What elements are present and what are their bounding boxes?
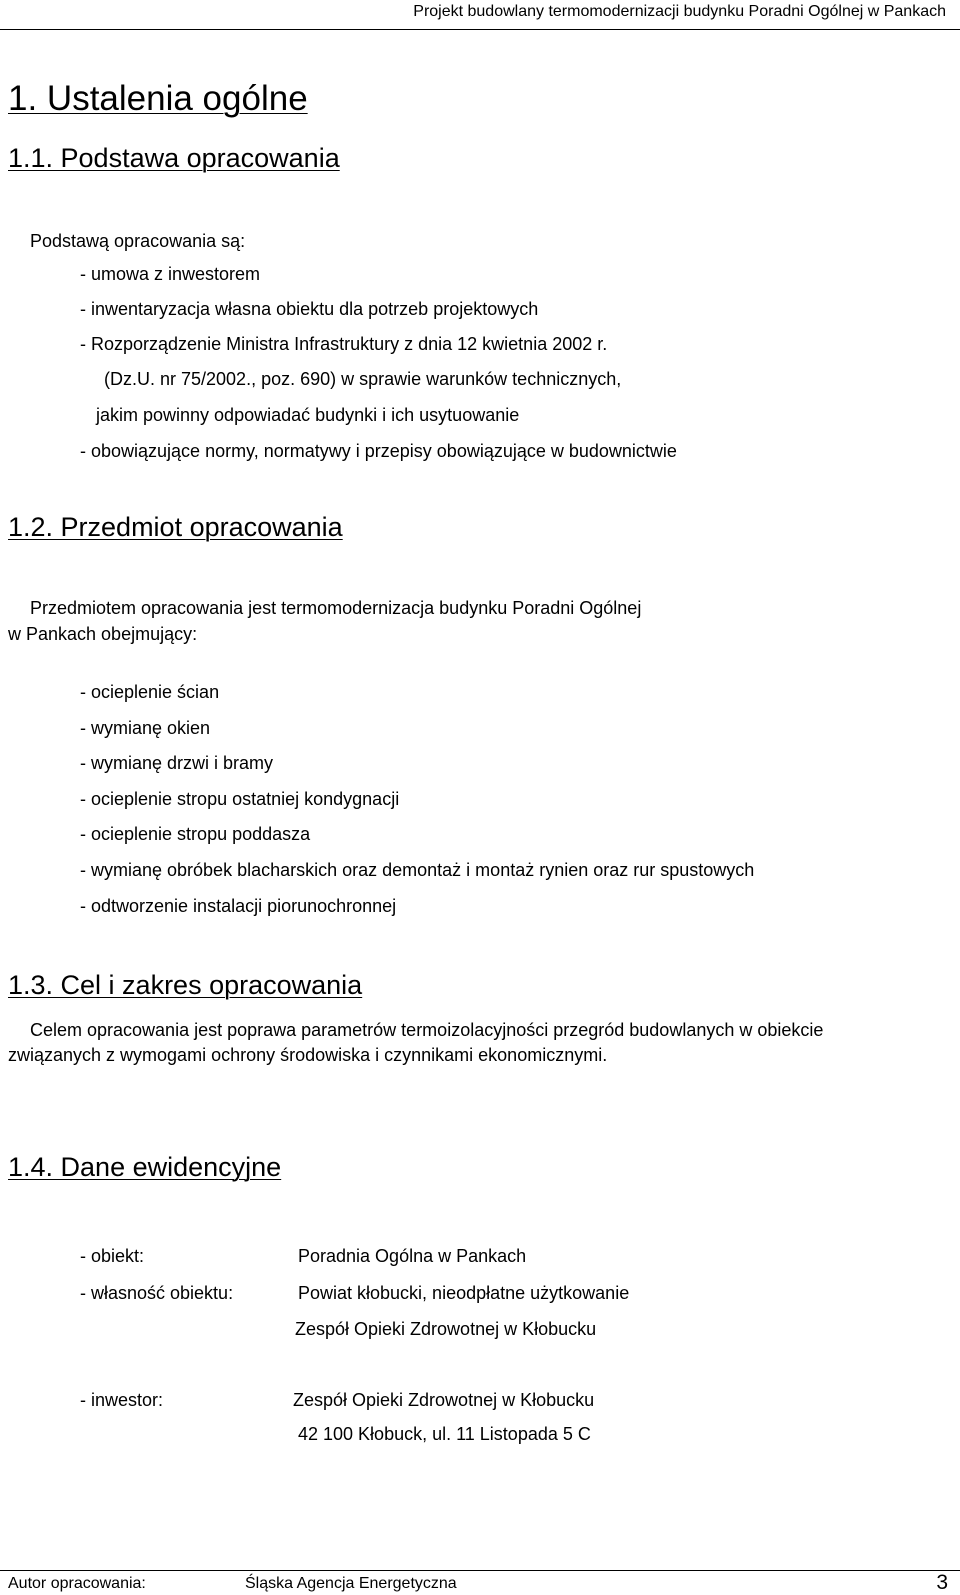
section-1-3-heading: 1.3. Cel i zakres opracowania <box>8 970 363 1000</box>
list-item: - Rozporządzenie Ministra Infrastruktury z dnia 12 kwietnia 2002 r. <box>80 334 608 354</box>
page-header-title: Projekt budowlany termomodernizacji budynku Poradni Ogólnej w Pankach <box>413 3 946 20</box>
list-item: - ocieplenie stropu ostatniej kondygnacji <box>80 789 400 809</box>
header-divider <box>0 29 960 30</box>
footer-author-value: Śląska Agencja Energetyczna <box>245 1575 457 1592</box>
wlasnosc-value-line1: Powiat kłobucki, nieodpłatne użytkowanie <box>298 1283 630 1303</box>
list-item: jakim powinny odpowiadać budynki i ich usytuowanie <box>96 405 520 425</box>
page-number: 3 <box>936 1571 948 1594</box>
list-item: - obowiązujące normy, normatywy i przepisy obowiązujące w budownictwie <box>80 441 677 461</box>
inwestor-label: - inwestor: <box>80 1390 164 1410</box>
section-1-1-heading: 1.1. Podstawa opracowania <box>8 143 340 173</box>
section-1-3-line1: Celem opracowania jest poprawa parametrów termoizolacyjności przegród budowlanych w obiekcie <box>30 1020 824 1040</box>
list-item: - wymianę obróbek blacharskich oraz demontaż i montaż rynien oraz rur spustowych <box>80 860 755 880</box>
list-item: (Dz.U. nr 75/2002., poz. 690) w sprawie warunków technicznych, <box>104 369 622 389</box>
inwestor-value-line1: Zespół Opieki Zdrowotnej w Kłobucku <box>293 1390 595 1410</box>
footer-divider <box>0 1570 960 1571</box>
inwestor-value-line2: 42 100 Kłobuck, ul. 11 Listopada 5 C <box>298 1424 591 1444</box>
section-1-3-line2: związanych z wymogami ochrony środowiska i czynnikami ekonomicznymi. <box>8 1045 608 1065</box>
list-item: - odtworzenie instalacji piorunochronnej <box>80 896 397 916</box>
section-1-2-intro-line1: Przedmiotem opracowania jest termomodernizacja budynku Poradni Ogólnej <box>30 598 642 618</box>
wlasnosc-value-line2: Zespół Opieki Zdrowotnej w Kłobucku <box>295 1319 597 1339</box>
list-item: - inwentaryzacja własna obiektu dla potrzeb projektowych <box>80 299 539 319</box>
list-item: - umowa z inwestorem <box>80 264 261 284</box>
wlasnosc-label: - własność obiektu: <box>80 1283 234 1303</box>
list-item: - wymianę drzwi i bramy <box>80 753 274 773</box>
section-1-2-intro-line2: w Pankach obejmujący: <box>8 624 198 644</box>
list-item: - ocieplenie stropu poddasza <box>80 824 311 844</box>
list-item: - wymianę okien <box>80 718 211 738</box>
section-1-4-heading: 1.4. Dane ewidencyjne <box>8 1152 282 1182</box>
footer-author-label: Autor opracowania: <box>8 1575 146 1592</box>
list-item: - ocieplenie ścian <box>80 682 220 702</box>
section-1-1-intro: Podstawą opracowania są: <box>30 231 246 251</box>
obiekt-label: - obiekt: <box>80 1246 145 1266</box>
section-1-2-heading: 1.2. Przedmiot opracowania <box>8 512 343 542</box>
obiekt-value: Poradnia Ogólna w Pankach <box>298 1246 527 1266</box>
section-1-heading: 1. Ustalenia ogólne <box>8 79 308 118</box>
